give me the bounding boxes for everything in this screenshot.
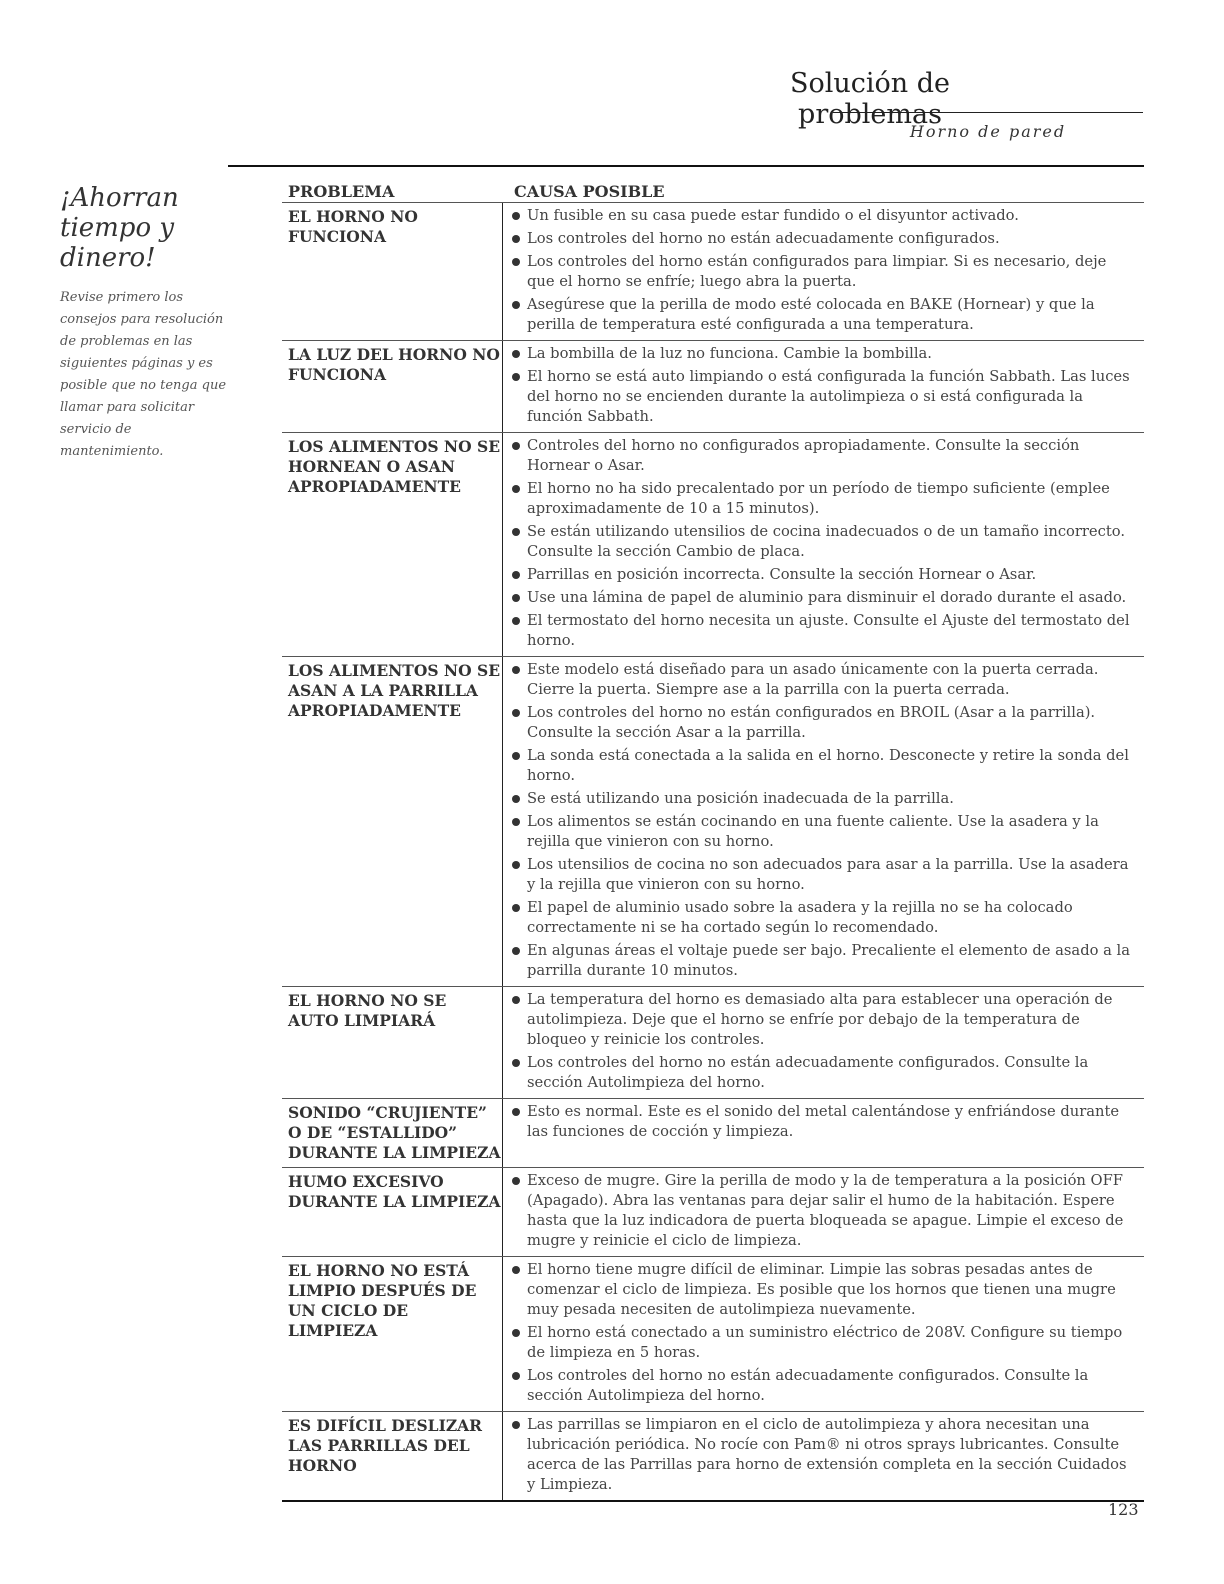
cause-text: Los alimentos se están cocinando en una fuente caliente. Use la asadera y la rejilla que vinieron con su horno. [527, 813, 1099, 850]
table-row [282, 432, 1144, 656]
cause-item [511, 1171, 1138, 1251]
cause-cell [502, 1412, 1144, 1500]
cause-item [511, 990, 1138, 1050]
cause-text: El horno tiene mugre difícil de eliminar. Limpie las sobras pesadas antes de comenzar el ciclo de limpieza. Es posible que los hornos que tienen una mugre muy pesada necesiten de autolimpieza nuevamente. [527, 1261, 1116, 1318]
cause-item [511, 812, 1138, 852]
cause-text: Los controles del horno están configurados para limpiar. Si es necesario, deje que el horno se enfríe; luego abra la puerta. [527, 253, 1107, 290]
cause-text: Los utensilios de cocina no son adecuados para asar a la parrilla. Use la asadera y la rejilla que vinieron con su horno. [527, 856, 1129, 893]
bullet-icon [512, 594, 520, 602]
cause-text: La temperatura del horno es demasiado alta para establecer una operación de autolimpieza. Deje que el horno se enfríe por debajo de la temperatura de bloqueo y reinicie los controles. [527, 991, 1113, 1048]
page-number: 123 [1108, 1500, 1139, 1519]
bullet-icon [512, 258, 520, 266]
table-bottom-rule [282, 1500, 1144, 1502]
cause-item [511, 479, 1138, 519]
bullet-icon [512, 1059, 520, 1067]
main-divider [228, 165, 1144, 167]
cause-item [511, 565, 1138, 585]
cause-cell [502, 1168, 1144, 1256]
problem-cell: EL HORNO NO SE AUTO LIMPIARÁ [288, 991, 447, 1030]
bullet-icon [512, 442, 520, 450]
sidebar-text: Revise primero los consejos para resolución de problemas en las siguientes páginas y es posible que no tenga que llamar para solicitar servicio de mantenimiento. [60, 290, 227, 459]
cause-text: Los controles del horno no están adecuadamente configurados. [527, 230, 1000, 247]
bullet-icon [512, 947, 520, 955]
bullet-icon [512, 1372, 520, 1380]
cause-item [511, 522, 1138, 562]
cause-item [511, 789, 1138, 809]
table-row [282, 1098, 1144, 1167]
bullet-icon [512, 795, 520, 803]
cause-text: La bombilla de la luz no funciona. Cambie la bombilla. [527, 345, 932, 362]
cause-item [511, 206, 1138, 226]
page-title: Solución de problemas [789, 68, 951, 130]
bullet-icon [512, 1108, 520, 1116]
problem-cell: LOS ALIMENTOS NO SE HORNEAN O ASAN APROPIADAMENTE [288, 437, 501, 496]
cause-text: Se está utilizando una posición inadecuada de la parrilla. [527, 790, 954, 807]
cause-item [511, 660, 1138, 700]
cause-item [511, 1366, 1138, 1406]
bullet-icon [512, 1421, 520, 1429]
cause-text: Un fusible en su casa puede estar fundido o el disyuntor activado. [527, 207, 1019, 224]
cause-text: El horno se está auto limpiando o está configurada la función Sabbath. Las luces del horno no se encienden durante la autolimpieza o si está configurada la función Sabbath. [527, 368, 1130, 425]
cause-text: Exceso de mugre. Gire la perilla de modo y la de temperatura a la posición OFF (Apagado). Abra las ventanas para dejar salir el humo de la habitación. Espere hasta que la luz indicadora de puerta bloqueada se apague. Limpie el exceso de mugre y reinicie el ciclo de limpieza. [527, 1172, 1124, 1249]
problem-cell: HUMO EXCESIVO DURANTE LA LIMPIEZA [288, 1172, 501, 1211]
column-header-problem: PROBLEMA [288, 182, 395, 201]
cause-item [511, 898, 1138, 938]
bullet-icon [512, 528, 520, 536]
cause-text: Este modelo está diseñado para un asado únicamente con la puerta cerrada. Cierre la puerta. Siempre ase a la parrilla con la puerta cerrada. [527, 661, 1099, 698]
cause-text: Use una lámina de papel de aluminio para disminuir el dorado durante el asado. [527, 589, 1127, 606]
problem-cell: EL HORNO NO ESTÁ LIMPIO DESPUÉS DE UN CICLO DE LIMPIEZA [288, 1261, 477, 1340]
cause-item [511, 1102, 1138, 1142]
problem-cell: LA LUZ DEL HORNO NO FUNCIONA [288, 345, 500, 384]
cause-text: Los controles del horno no están adecuadamente configurados. Consulte la sección Autolimpieza del horno. [527, 1054, 1089, 1091]
cause-cell [502, 657, 1144, 986]
table-body [282, 202, 1144, 1500]
bullet-icon [512, 235, 520, 243]
cause-cell [502, 987, 1144, 1098]
cause-item [511, 344, 1138, 364]
column-header-cause: CAUSA POSIBLE [514, 182, 665, 201]
cause-item [511, 941, 1138, 981]
bullet-icon [512, 373, 520, 381]
cause-text: Asegúrese que la perilla de modo esté colocada en BAKE (Hornear) y que la perilla de temperatura esté configurada a una temperatura. [527, 296, 1095, 333]
bullet-icon [512, 1329, 520, 1337]
cause-cell [502, 203, 1144, 340]
bullet-icon [512, 861, 520, 869]
cause-text: El horno está conectado a un suministro eléctrico de 208V. Configure su tiempo de limpieza en 5 horas. [527, 1324, 1123, 1361]
cause-text: El termostato del horno necesita un ajuste. Consulte el Ajuste del termostato del horno. [527, 612, 1130, 649]
cause-cell [502, 1257, 1144, 1411]
cause-text: Las parrillas se limpiaron en el ciclo de autolimpieza y ahora necesitan una lubricación periódica. No rocíe con Pam® ni otros sprays lubricantes. Consulte acerca de las Parrillas para horno de extensión completa en la sección Cuidados y Limpieza. [527, 1416, 1127, 1493]
cause-text: El horno no ha sido precalentado por un período de tiempo suficiente (emplee aproximadamente de 10 a 15 minutos). [527, 480, 1110, 517]
troubleshooting-table [282, 180, 1144, 1502]
cause-item [511, 295, 1138, 335]
bullet-icon [512, 571, 520, 579]
cause-text: Se están utilizando utensilios de cocina inadecuados o de un tamaño incorrecto. Consulte la sección Cambio de placa. [527, 523, 1126, 560]
cause-item [511, 855, 1138, 895]
cause-item [511, 611, 1138, 651]
table-row [282, 986, 1144, 1098]
cause-text: Los controles del horno no están adecuadamente configurados. Consulte la sección Autolimpieza del horno. [527, 1367, 1089, 1404]
header-divider [833, 112, 1143, 113]
bullet-icon [512, 904, 520, 912]
table-row [282, 656, 1144, 986]
bullet-icon [512, 666, 520, 674]
table-row [282, 1167, 1144, 1256]
table-row [282, 1256, 1144, 1411]
cause-item [511, 436, 1138, 476]
cause-item [511, 1053, 1138, 1093]
table-row [282, 340, 1144, 432]
cause-cell [502, 1099, 1144, 1167]
table-header [282, 180, 1144, 202]
table-row [282, 202, 1144, 340]
bullet-icon [512, 301, 520, 309]
bullet-icon [512, 709, 520, 717]
bullet-icon [512, 818, 520, 826]
cause-cell [502, 341, 1144, 432]
problem-cell: EL HORNO NO FUNCIONA [288, 207, 418, 246]
cause-item [511, 1260, 1138, 1320]
cause-item [511, 703, 1138, 743]
problem-cell: SONIDO “CRUJIENTE” O DE “ESTALLIDO” DURANTE LA LIMPIEZA [288, 1103, 501, 1162]
cause-text: La sonda está conectada a la salida en el horno. Desconecte y retire la sonda del horno. [527, 747, 1129, 784]
problem-cell: LOS ALIMENTOS NO SE ASAN A LA PARRILLA APROPIADAMENTE [288, 661, 501, 720]
bullet-icon [512, 752, 520, 760]
cause-item [511, 367, 1138, 427]
cause-text: El papel de aluminio usado sobre la asadera y la rejilla no se ha colocado correctamente ni se ha cortado según lo recomendado. [527, 899, 1073, 936]
bullet-icon [512, 1177, 520, 1185]
bullet-icon [512, 485, 520, 493]
cause-text: Esto es normal. Este es el sonido del metal calentándose y enfriándose durante las funciones de cocción y limpieza. [527, 1103, 1120, 1140]
bullet-icon [512, 1266, 520, 1274]
bullet-icon [512, 996, 520, 1004]
problem-cell: ES DIFÍCIL DESLIZAR LAS PARRILLAS DEL HORNO [288, 1416, 483, 1475]
sidebar [60, 183, 230, 463]
cause-text: En algunas áreas el voltaje puede ser bajo. Precaliente el elemento de asado a la parrilla durante 10 minutos. [527, 942, 1130, 979]
cause-item [511, 252, 1138, 292]
cause-item [511, 1323, 1138, 1363]
table-row [282, 1411, 1144, 1500]
cause-text: Controles del horno no configurados apropiadamente. Consulte la sección Hornear o Asar. [527, 437, 1080, 474]
cause-item [511, 588, 1138, 608]
cause-item [511, 746, 1138, 786]
page-subtitle: Horno de pared [909, 122, 1067, 141]
bullet-icon [512, 617, 520, 625]
sidebar-title: ¡Ahorran tiempo y dinero! [60, 183, 179, 273]
bullet-icon [512, 350, 520, 358]
cause-item [511, 229, 1138, 249]
bullet-icon [512, 212, 520, 220]
cause-text: Los controles del horno no están configurados en BROIL (Asar a la parrilla). Consulte la sección Asar a la parrilla. [527, 704, 1096, 741]
cause-cell [502, 433, 1144, 656]
cause-text: Parrillas en posición incorrecta. Consulte la sección Hornear o Asar. [527, 566, 1037, 583]
cause-item [511, 1415, 1138, 1495]
